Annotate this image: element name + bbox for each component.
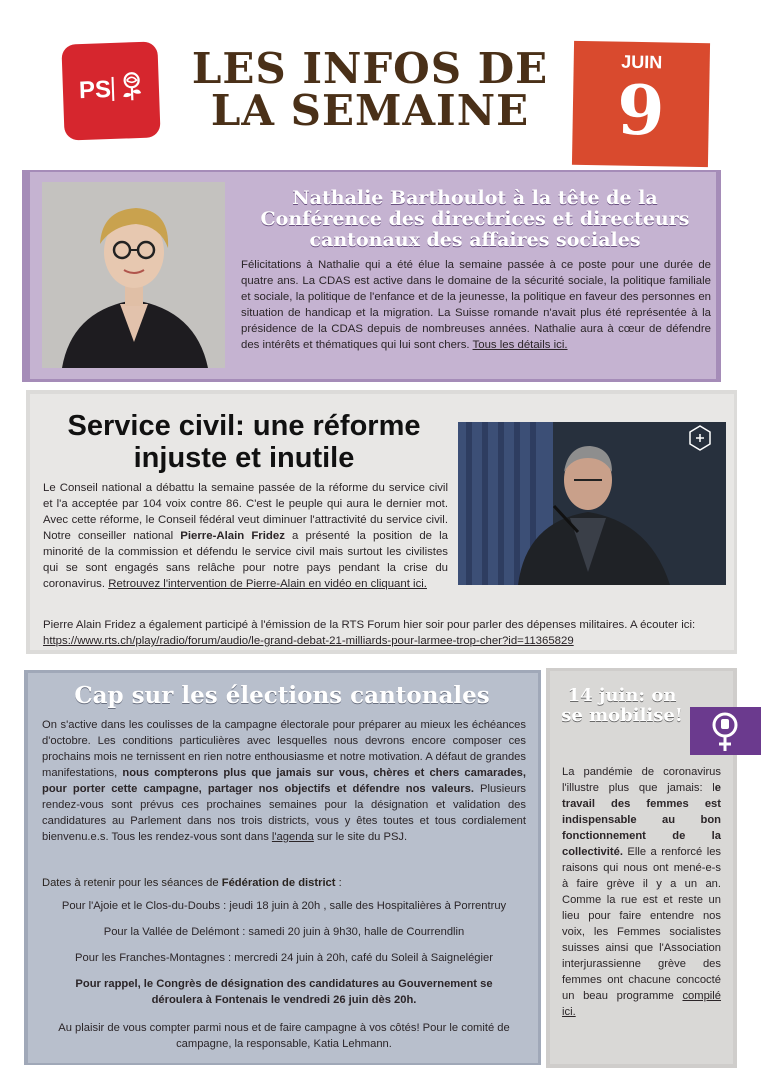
article-3-closing: Au plaisir de vous compter parmi nous et de faire campagne à vos côtés! Pour le comité de campagne, la responsable, Katia Lehmann. xyxy=(58,1022,510,1050)
title-line-2: LA SEMAINE xyxy=(210,86,530,135)
date-item-2: Pour la Vallée de Delémont : samedi 20 juin à 9h30, halle de Courrendlin xyxy=(103,926,465,938)
article-2-rts-link[interactable]: https://www.rts.ch/play/radio/forum/audio/le-grand-debat-21-milliards-pour-larmee-trop-cher?id=11365829 xyxy=(43,635,574,647)
article-2-body xyxy=(43,480,448,592)
portrait-photo xyxy=(42,182,225,368)
article-1-link[interactable]: Tous les détails ici. xyxy=(472,339,568,351)
article-1-title: Nathalie Barthoulot à la tête de la Conférence des directrices et directeurs cantonaux des affaires sociales xyxy=(260,187,690,251)
article-4-bold: e travail des femmes est indispensable au bon fonctionnement de la collectivité. xyxy=(562,782,721,858)
article-2-bold-name: Pierre-Alain Fridez xyxy=(180,530,285,542)
newsletter-title xyxy=(170,44,570,135)
article-1-body xyxy=(241,257,711,353)
date-day: 9 xyxy=(616,70,666,152)
agenda-link[interactable]: l'agenda xyxy=(271,831,314,843)
article-3-title: Cap sur les élections cantonales xyxy=(74,682,490,709)
article-3-body xyxy=(42,717,526,845)
feminist-fist-icon xyxy=(690,707,761,755)
dates-intro-bold: Fédération de district xyxy=(221,877,336,889)
portrait-illustration xyxy=(42,182,225,368)
dates-intro-text-b: : xyxy=(338,877,342,889)
article-2-video-link[interactable]: Retrouvez l'intervention de Pierre-Alain en vidéo en cliquant ici. xyxy=(108,578,427,590)
logo-text: PS xyxy=(78,76,112,105)
article-2-text-a: Le Conseil national a débattu la semaine passée de la réforme du service civil et l'a acceptée par 104 voix contre 86. C'est le peuple qui aura le dernier mot. Avec cette réforme, le Conseil fédéral veut diminuer l'attractivité du service civil. Notre conseiller national xyxy=(43,482,448,542)
date-month: JUIN xyxy=(621,51,663,73)
article-2-body-2 xyxy=(43,617,733,649)
date-item-3: Pour les Franches-Montagnes : mercredi 24 juin à 20h, café du Soleil à Saignelégier xyxy=(75,952,493,964)
video-illustration xyxy=(458,422,726,585)
congress-reminder: Pour rappel, le Congrès de désignation des candidatures au Gouvernement se déroulera à Fontenais le vendredi 26 juin dès 20h. xyxy=(75,978,493,1006)
article-4-text-a: La pandémie de coronavirus l'illustre plus que jamais: l xyxy=(562,766,721,794)
article-4-title: 14 juin: on se mobilise! xyxy=(561,685,683,726)
ps-logo xyxy=(61,41,160,140)
dates-intro xyxy=(42,875,526,891)
article-3-bold: nous compterons plus que jamais sur vous, chères et chers camarades, pour porter cette campagne, partager nos objectifs et défendre nos valeurs. xyxy=(42,767,526,795)
article-3-text-a: On s'active dans les coulisses de la campagne électorale pour préparer au mieux les échéances d'octobre. Les conditions particulières avec lesquelles nous devrons encore composer ces prochains mois ne ternissent en rien notre enthousiasme et notre motivation. A défaut de grandes manifestations, xyxy=(42,719,526,779)
rose-icon xyxy=(116,70,147,105)
feminist-badge xyxy=(690,707,761,755)
article-3-text-b: Plusieurs rendez-vous sont prévus ces prochaines semaines pour la désignation et validation des candidatures au Parlement dans nos trois districts, vous y êtes toutes et tous cordialement bienvenu.e.s. Tous les rendez-vous sont dans xyxy=(42,783,527,843)
title-line-1: LES INFOS DE xyxy=(191,44,549,93)
date-item-1: Pour l'Ajoie et le Clos-du-Doubs : jeudi 18 juin à 20h , salle des Hospitalières à Porrentruy xyxy=(61,900,507,912)
article-1-text: Félicitations à Nathalie qui a été élue la semaine passée à ce poste pour une durée de quatre ans. La CDAS est active dans le domaine de la sécurité sociale, la politique familiale et sociale, la politique de l'enfance et de la jeunesse, la politique en faveur des personnes en situation de handicap et la migration. La Suisse romande n'avait plus été représentée à la présidence de la CDAS depuis de nombreuses années. Nathalie aura à cœur de défendre des intérêts et thématiques qui lui sont chers. xyxy=(241,259,711,351)
video-still[interactable] xyxy=(458,422,726,585)
date-block xyxy=(572,41,710,167)
article-4-text-b: Elle a renforcé les raisons qui nous ont mené-e-s à faire grève il y a un an. Comme la rue est et reste un lieu pour faire entendre nos voix, les Femmes socialistes suisses ainsi que l'Association interjurassienne grève des femmes ont chacune concocté un beau programme xyxy=(562,846,722,1002)
article-4-link[interactable]: compilé ici. xyxy=(562,990,722,1018)
article-4-body xyxy=(562,764,721,1020)
logo-divider xyxy=(112,77,115,101)
article-2-rts-text: Pierre Alain Fridez a également participé à l'émission de la RTS Forum hier soir pour parler des dépenses militaires. A écouter ici: xyxy=(43,619,696,631)
dates-intro-text-a: Dates à retenir pour les séances de xyxy=(42,877,219,889)
article-3-text-c: sur le site du PSJ. xyxy=(316,831,408,843)
article-2-text-b: a présenté la position de la minorité de la commission et défendu le service civil mais surtout les civilistes qui se sont engagés sans relâche pour notre pays pendant la crise du coronavirus. xyxy=(43,530,449,590)
article-2-title: Service civil: une réforme injuste et inutile xyxy=(67,410,421,474)
